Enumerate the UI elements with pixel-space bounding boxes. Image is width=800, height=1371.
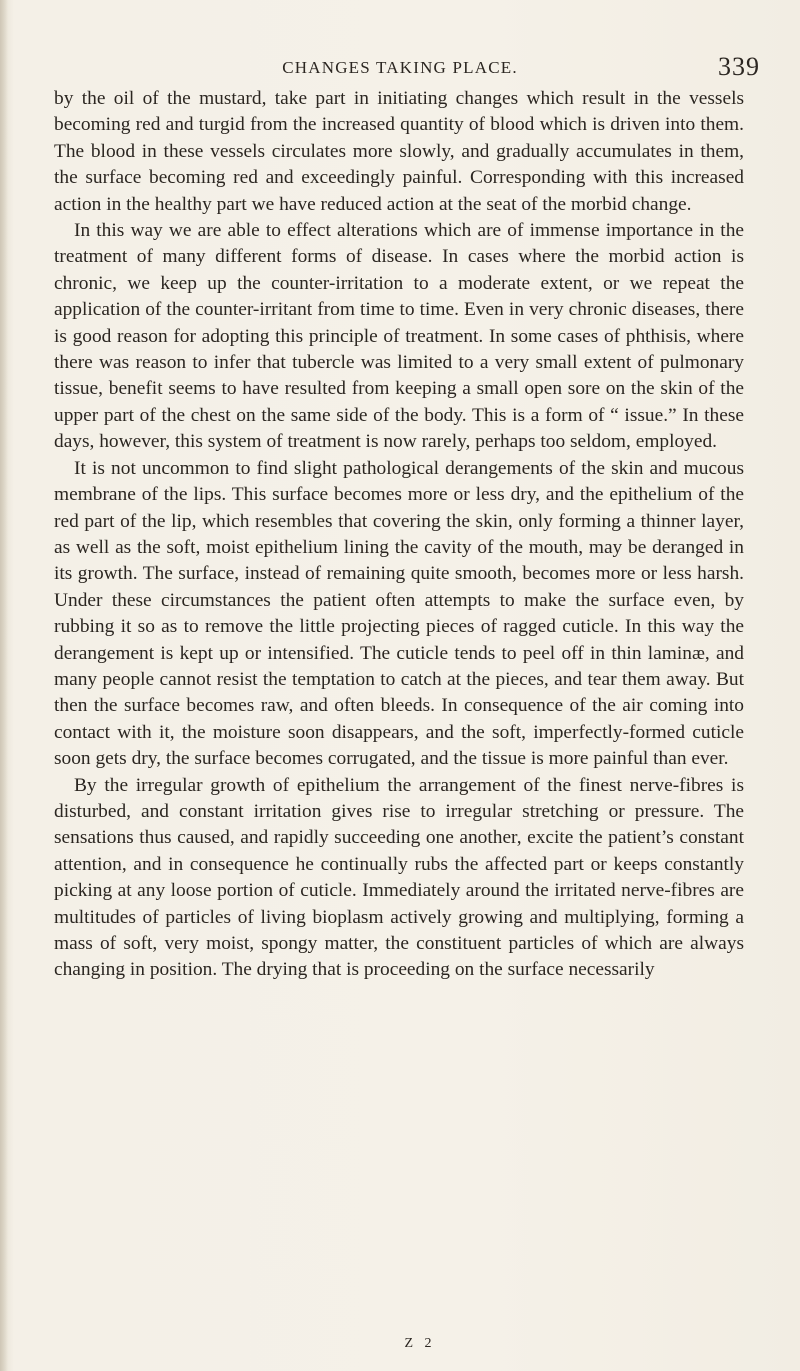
paragraph: by the oil of the mustard, take part in initiating changes which result in the vessels becoming red and turgid from the increased quantity of blood which is driven into them. The blood in these vessels circulates more slowly, and gradually accumulates in them, the surface becoming red and exceedingly painful. Corresponding with this increased action in the healthy part we have reduced action at the seat of the morbid change. xyxy=(54,88,744,215)
binding-shadow xyxy=(0,0,8,1371)
paragraph: In this way we are able to effect alterations which are of immense importance in the treatment of many different forms of disease. In cases where the morbid action is chronic, we keep up the counter-irritation to a moderate extent, or we repeat the application of the counter-irritant from time to time. Even in very chronic diseases, there is good reason for adopting this principle of treatment. In some cases of phthisis, where there was reason to infer that tubercle was limited to a very small extent of pulmonary tissue, benefit seems to have resulted from keeping a small open sore on the skin of the upper part of the chest on the same side of the body. This is a form of “ issue.” In these days, however, this system of treatment is now rarely, perhaps too seldom, employed. xyxy=(54,220,744,453)
paragraph: By the irregular growth of epithelium the arrangement of the finest nerve-fibres is disturbed, and constant irritation gives rise to irregular stretching or pressure. The sensations thus caused, and rapidly succeeding one another, excite the patient’s constant attention, and in consequence he continually rubs the affected part or keeps constantly picking at any loose portion of cuticle. Immediately around the irritated nerve-fibres are multitudes of particles of living bioplasm actively growing and multiplying, forming a mass of soft, very moist, spongy matter, the constituent particles of which are always changing in position. The drying that is proceeding on the surface necessarily xyxy=(54,774,744,981)
paragraph: It is not uncommon to find slight pathological derangements of the skin and mucous membrane of the lips. This surface becomes more or less dry, and the epithelium of the red part of the lip, which resembles that covering the skin, only forming a thinner layer, as well as the soft, moist epithelium lining the cavity of the mouth, may be deranged in its growth. The surface, instead of remaining quite smooth, becomes more or less harsh. Under these circumstances the patient often attempts to make the surface even, by rubbing it so as to remove the little projecting pieces of ragged cuticle. In this way the derangement is kept up or intensified. The cuticle tends to peel off in thin laminæ, and many people cannot resist the temptation to catch at the pieces, and tear them away. But then the surface becomes raw, and often bleeds. In consequence of the air coming into contact with it, the moisture soon disappears, and the soft, imperfectly-formed cuticle soon gets dry, the surface becomes corrugated, and the tissue is more painful than ever. xyxy=(54,457,744,770)
page-header xyxy=(40,52,760,82)
running-title: CHANGES TAKING PLACE. xyxy=(282,58,518,77)
page-number: 339 xyxy=(718,52,760,81)
body-text xyxy=(54,86,744,984)
signature-mark: Z 2 xyxy=(404,1336,436,1351)
